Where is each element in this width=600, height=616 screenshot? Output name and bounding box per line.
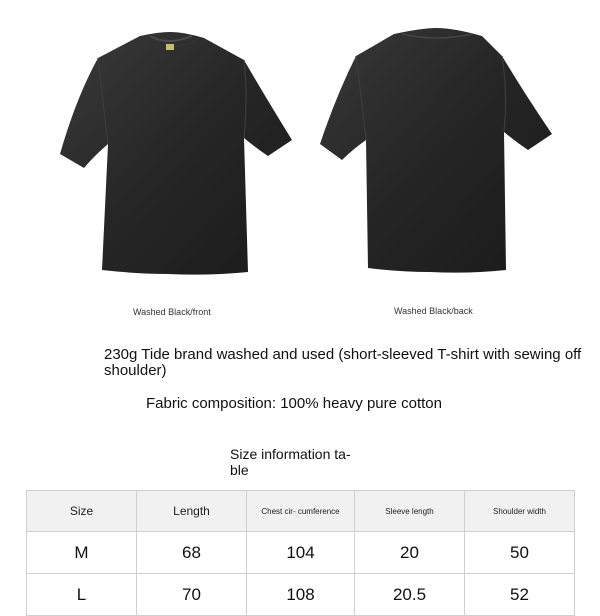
header-length: Length xyxy=(137,491,247,532)
cell-chest: 104 xyxy=(247,532,355,574)
cell-size: M xyxy=(27,532,137,574)
cell-sleeve: 20.5 xyxy=(355,574,465,616)
header-chest: Chest cir- cumference xyxy=(247,491,355,532)
cell-chest: 108 xyxy=(247,574,355,616)
table-row xyxy=(27,574,575,616)
tshirt-front-image xyxy=(58,28,294,278)
back-caption: Washed Black/back xyxy=(394,306,473,316)
size-table xyxy=(26,490,575,616)
cell-shoulder: 52 xyxy=(465,574,575,616)
front-caption: Washed Black/front xyxy=(133,307,211,317)
header-shoulder: Shoulder width xyxy=(465,491,575,532)
cell-sleeve: 20 xyxy=(355,532,465,574)
tshirt-back-image xyxy=(318,26,554,276)
product-title: 230g Tide brand washed and used (short-sleeved T-shirt with sewing off shoulder) xyxy=(104,346,582,379)
cell-size: L xyxy=(27,574,137,616)
cell-shoulder: 50 xyxy=(465,532,575,574)
fabric-composition: Fabric composition: 100% heavy pure cotton xyxy=(146,395,442,412)
header-sleeve: Sleeve length xyxy=(355,491,465,532)
cell-length: 70 xyxy=(137,574,247,616)
cell-length: 68 xyxy=(137,532,247,574)
size-table-heading: Size information ta- ble xyxy=(230,446,351,478)
size-table-header-row xyxy=(27,491,575,532)
header-size: Size xyxy=(27,491,137,532)
table-row xyxy=(27,532,575,574)
